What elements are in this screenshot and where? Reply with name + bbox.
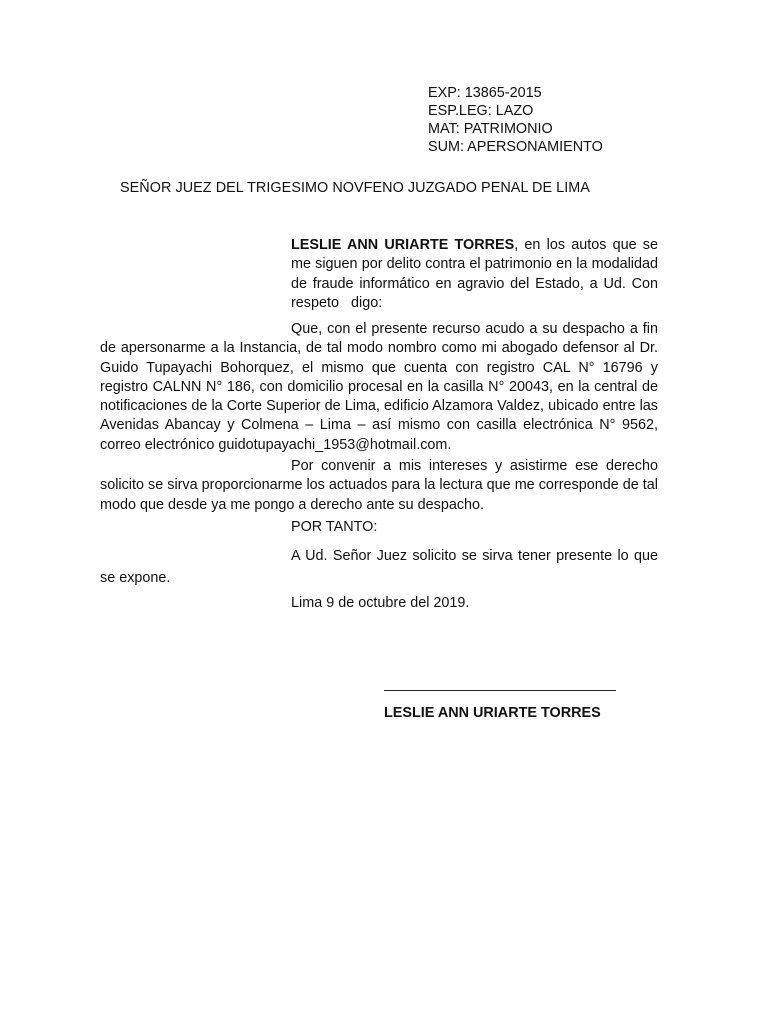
signature-name: LESLIE ANN URIARTE TORRES — [384, 705, 601, 721]
case-sum: SUM: APERSONAMIENTO — [428, 139, 603, 155]
body-paragraph-3 — [100, 546, 658, 589]
intro-text: , en los autos que se me siguen por delito contra el patrimonio en la modalidad de fraude informático en agravio del Estado, a Ud. Con respeto digo: — [291, 237, 658, 311]
body-paragraph-2-text: Por convenir a mis intereses y asistirme ese derecho solicito se sirva proporcionarme los actuados para la lectura que me corresponde de tal modo que desde ya me pongo a derecho ante su despacho. — [100, 458, 658, 513]
case-mat: MAT: PATRIMONIO — [428, 121, 553, 137]
body-paragraph-3-text: A Ud. Señor Juez solicito se sirva tener presente lo que se expone. — [100, 548, 658, 586]
date-line: Lima 9 de octubre del 2019. — [291, 595, 470, 611]
intro-paragraph — [291, 236, 658, 313]
signature-line — [384, 690, 616, 691]
case-esp-leg: ESP.LEG: LAZO — [428, 103, 534, 119]
case-exp: EXP: 13865-2015 — [428, 85, 542, 101]
body-paragraph-1-text: Que, con el presente recurso acudo a su despacho a fin de apersonarme a la Instancia, de tal modo nombro como mi abogado defensor al Dr. Guido Tupayachi Bohorquez, el mismo que cuenta con registro CAL N° 16796 y registro CALNN N° 186, con domicilio procesal en la casilla N° 20043, en la central de notificaciones de la Corte Superior de Lima, edificio Alzamora Valdez, ubicado entre las Avenidas Abancay y Colmena – Lima – así mismo con casilla electrónica N° 9562, correo electrónico guidotupayachi_1953@hotmail.com. — [100, 321, 658, 453]
petitioner-name: LESLIE ANN URIARTE TORRES — [291, 237, 515, 253]
body-paragraph-2 — [100, 457, 658, 515]
addressee-line: SEÑOR JUEZ DEL TRIGESIMO NOVFENO JUZGADO PENAL DE LIMA — [120, 180, 590, 196]
case-header — [428, 84, 603, 156]
body-paragraph-1 — [100, 320, 658, 455]
por-tanto-heading: POR TANTO: — [291, 519, 378, 535]
